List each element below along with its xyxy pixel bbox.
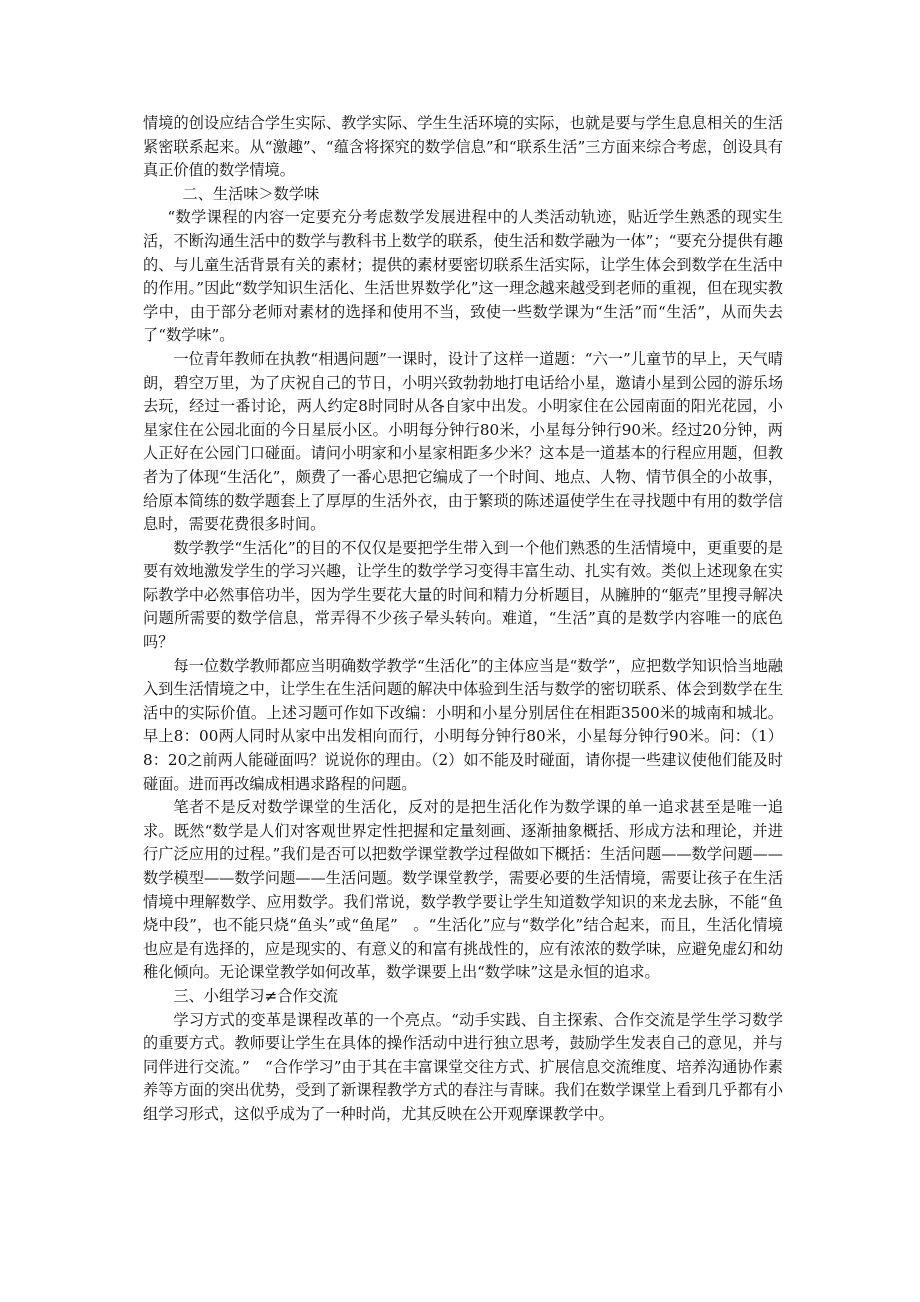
document-body <box>143 112 783 1127</box>
paragraph-situation-creation: 情境的创设应结合学生实际、教学实际、学生生活环境的实际，也就是要与学生息息相关的生活紧密联系起来。从“激趣”、“蕴含将探究的数学信息”和“联系生活”三方面来综合考虑，创设具有真正价值的数学情境。 <box>143 114 783 180</box>
paragraph-group-learning: 学习方式的变革是课程改革的一个亮点。“动手实践、自主探索、合作交流是学生学习数学的重要方式。教师要让学生在具体的操作活动中进行独立思考，鼓励学生发表自己的意见，并与同伴进行交流。” “合作学习”由于其在丰富课堂交往方式、扩展信息交流维度、培养沟通协作素养等方面的突出优势，受到了新课程教学方式的春注与青睐。我们在数学课堂上看到几乎都有小组学习形式，这似乎成为了一种时尚，尤其反映在公开观摩课教学中。 <box>143 1010 783 1123</box>
paragraph-rewrite-example: 每一位数学教师都应当明确数学教学“生活化”的主体应当是“数学”，应把数学知识恰当地融入到生活情境之中，让学生在生活问题的解决中体验到生活与数学的密切联系、体会到数学在生活中的实际价值。上述习题可作如下改编：小明和小星分别居住在相距3500米的城南和城北。早上8：00两人同时从家中出发相向而行，小明每分钟行80米，小星每分钟行90米。问：（1）8：20之前两人能碰面吗？说说你的理由。（2）如不能及时碰面，请你提一些建议使他们能及时碰面。进而再改编成相遇求路程的问题。 <box>143 656 783 793</box>
paragraph-meeting-problem-example: 一位青年教师在执教“相遇问题”一课时，设计了这样一道题：“六一”儿童节的早上，天气晴朗，碧空万里，为了庆祝自己的节日，小明兴致勃勃地打电话给小星，邀请小星到公园的游乐场去玩，经过一番讨论，两人约定8时同时从各自家中出发。小明家住在公园南面的阳光花园，小星家住在公园北面的今日星辰小区。小明每分钟行80米，小星每分钟行90米。经过20分钟，两人正好在公园门口碰面。请问小明家和小星家相距多少米？这本是一道基本的行程应用题，但教者为了体现“生活化”，颇费了一番心思把它编成了一个时间、地点、人物、情节俱全的小故事，给原本简练的数学题套上了厚厚的生活外衣，由于繁琐的陈述逼使学生在寻找题中有用的数学信息时，需要花费很多时间。 <box>143 349 783 534</box>
paragraph-author-view: 笔者不是反对数学课堂的生活化，反对的是把生活化作为数学课的单一追求甚至是唯一追求。既然“数学是人们对客观世界定性把握和定量刻画、逐渐抽象概括、形成方法和理论，并进行广泛应用的过程。”我们是否可以把数学课堂教学过程做如下概括：生活问题——数学问题——数学模型——数学问题——生活问题。数学课堂教学，需要必要的生活情境，需要让孩子在生活情境中理解数学、应用数学。我们常说，数学教学要让学生知道数学知识的来龙去脉，不能“鱼烧中段”，也不能只烧“鱼头”或“鱼尾” 。“生活化”应与“数学化”结合起来，而且，生活化情境也应是有选择的，应是现实的、有意义的和富有挑战性的，应有浓浓的数学味，应避免虚幻和幼稚化倾向。无论课堂教学如何改革，数学课要上出“数学味”这是永恒的追求。 <box>143 798 783 982</box>
paragraph-curriculum-quote: “数学课程的内容一定要充分考虑数学发展进程中的人类活动轨迹，贴近学生熟悉的现实生活，不断沟通生活中的数学与教科书上数学的联系，使生活和数学融为一体”；“要充分提供有趣的、与儿童生活背景有关的素材；提供的素材要密切联系生活实际，让学生体会到数学在生活中的作用。”因此“数学知识生活化、生活世界数学化”这一理念越来越受到老师的重视，但在现实教学中，由于部分老师对素材的选择和使用不当，致使一些数学课为“生活”而“生活”，从而失去了“数学味”。 <box>143 208 783 345</box>
section-heading-2: 二、生活味＞数学味 <box>182 184 320 203</box>
paragraph-life-purpose: 数学教学“生活化”的目的不仅仅是要把学生带入到一个他们熟悉的生活情境中，更重要的是要有效地激发学生的学习兴趣，让学生的数学学习变得丰富生动、扎实有效。类似上述现象在实际教学中必然事倍功半，因为学生要花大量的时间和精力分析题目，从臃肿的“躯壳”里搜寻解决问题所需要的数学信息，常弄得不少孩子晕头转向。难道，“生活”真的是数学内容唯一的底色吗？ <box>143 538 783 652</box>
section-heading-3: 三、小组学习≠合作交流 <box>173 986 338 1005</box>
